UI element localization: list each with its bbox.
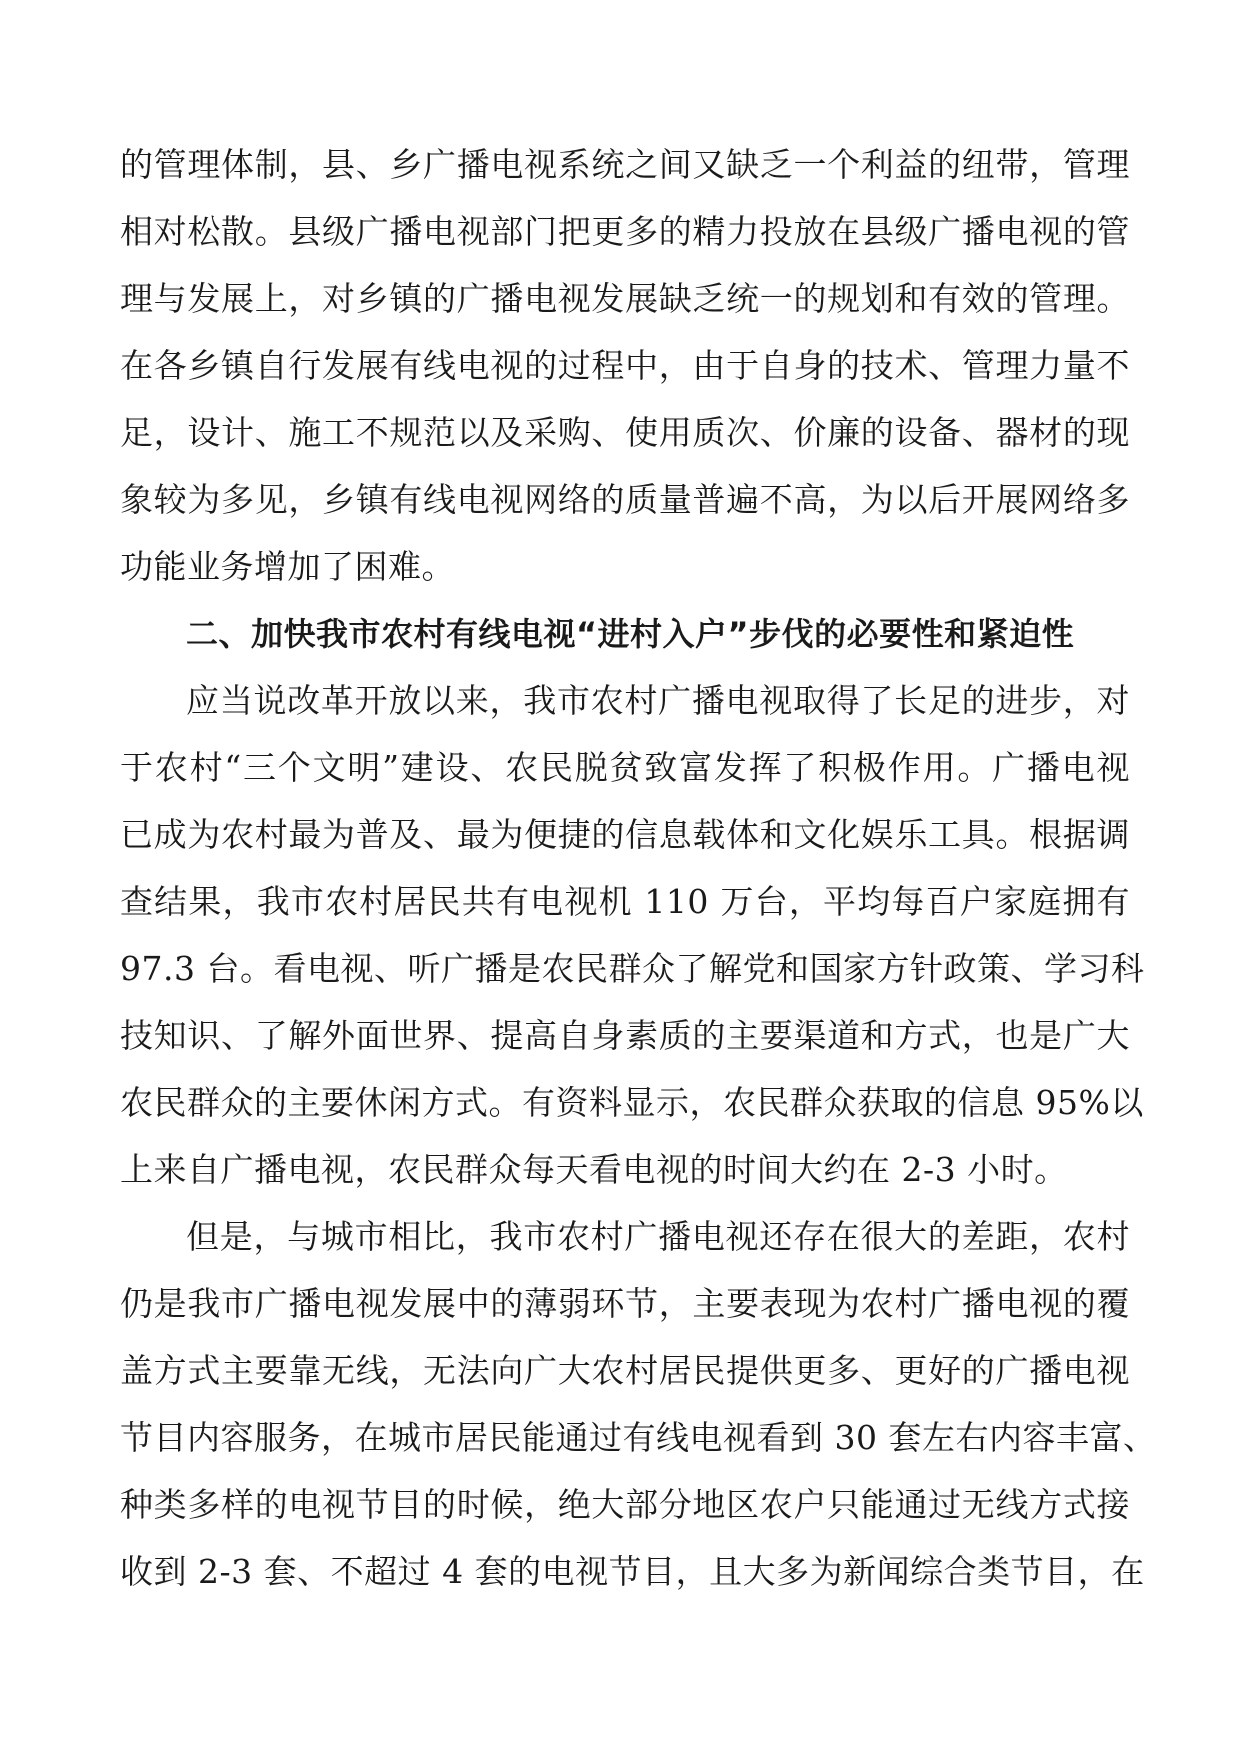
paragraph-line: 象较为多见，乡镇有线电视网络的质量普遍不高，为以后开展网络多 [120,480,1130,519]
paragraph-line: 应当说改革开放以来，我市农村广播电视取得了长足的进步，对 [186,681,1130,720]
section-heading: 二、加快我市农村有线电视“进村入户”步伐的必要性和紧迫性 [186,615,1075,653]
paragraph-line: 功能业务增加了困难。 [120,547,455,586]
paragraph-line: 仍是我市广播电视发展中的薄弱环节，主要表现为农村广播电视的覆 [120,1284,1130,1323]
paragraph-line: 查结果，我市农村居民共有电视机 110 万台，平均每百户家庭拥有 [120,882,1130,921]
paragraph-line: 在各乡镇自行发展有线电视的过程中，由于自身的技术、管理力量不 [120,346,1130,385]
paragraph-line: 节目内容服务，在城市居民能通过有线电视看到 30 套左右内容丰富、 [120,1418,1157,1457]
paragraph-line: 但是，与城市相比，我市农村广播电视还存在很大的差距，农村 [186,1217,1130,1256]
paragraph-line: 97.3 台。看电视、听广播是农民群众了解党和国家方针政策、学习科 [120,949,1145,988]
paragraph-line: 农民群众的主要休闲方式。有资料显示，农民群众获取的信息 95%以 [120,1083,1144,1122]
paragraph-line: 足，设计、施工不规范以及采购、使用质次、价廉的设备、器材的现 [120,413,1130,452]
paragraph-line: 已成为农村最为普及、最为便捷的信息载体和文化娱乐工具。根据调 [120,815,1130,854]
paragraph-line: 上来自广播电视，农民群众每天看电视的时间大约在 2-3 小时。 [120,1150,1068,1189]
paragraph-line: 技知识、了解外面世界、提高自身素质的主要渠道和方式，也是广大 [120,1016,1130,1055]
paragraph-line: 理与发展上，对乡镇的广播电视发展缺乏统一的规划和有效的管理。 [120,279,1130,318]
paragraph-line: 相对松散。县级广播电视部门把更多的精力投放在县级广播电视的管 [120,212,1130,251]
paragraph-line: 的管理体制，县、乡广播电视系统之间又缺乏一个利益的纽带，管理 [120,145,1130,184]
paragraph-line: 盖方式主要靠无线，无法向广大农村居民提供更多、更好的广播电视 [120,1351,1130,1390]
paragraph-line: 种类多样的电视节目的时候，绝大部分地区农户只能通过无线方式接 [120,1485,1130,1524]
paragraph-line: 于农村“三个文明”建设、农民脱贫致富发挥了积极作用。广播电视 [120,748,1130,787]
paragraph-line: 收到 2-3 套、不超过 4 套的电视节目，且大多为新闻综合类节目，在 [120,1552,1145,1591]
